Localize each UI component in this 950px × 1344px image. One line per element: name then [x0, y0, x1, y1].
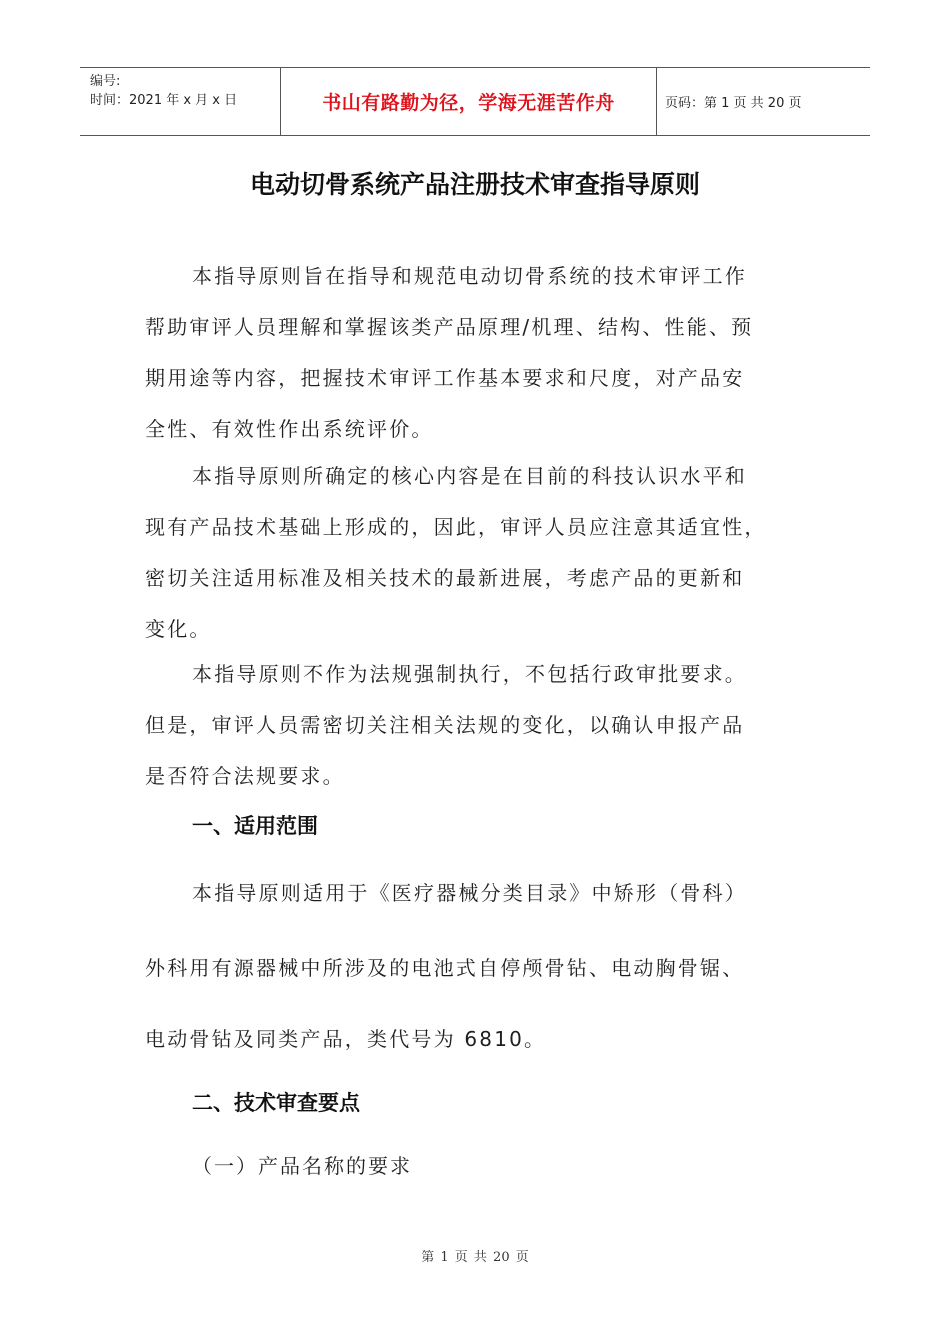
paragraph-line: 帮助审评人员理解和掌握该类产品原理/机理、结构、性能、预 [145, 315, 754, 339]
paragraph-line: 现有产品技术基础上形成的，因此，审评人员应注意其适宜性， [145, 515, 767, 539]
document-date: 时间：2021 年 x 月 x 日 [90, 93, 238, 108]
scope-line-3 [145, 1009, 825, 1069]
scope-line-1 [145, 863, 825, 923]
paragraph-line: 变化。 [145, 617, 212, 641]
paragraph-line: 本指导原则不作为法规强制执行，不包括行政审批要求。 [192, 662, 747, 686]
intro-paragraph-1 [145, 251, 825, 455]
header-page-info: 页码：第 1 页 共 20 页 [665, 96, 802, 111]
subsection-heading-product-name: （一）产品名称的要求 [192, 1154, 412, 1178]
intro-paragraph-2 [145, 451, 825, 655]
document-title: 电动切骨系统产品注册技术审查指导原则 [249, 170, 700, 199]
paragraph-line: 本指导原则旨在指导和规范电动切骨系统的技术审评工作 [192, 264, 747, 288]
section-heading-review-points: 二、技术审查要点 [192, 1091, 360, 1115]
paragraph-line: 但是，审评人员需密切关注相关法规的变化，以确认申报产品 [145, 713, 745, 737]
paragraph-line: 本指导原则适用于《医疗器械分类目录》中矫形（骨科） [192, 881, 747, 905]
paragraph-line: 密切关注适用标准及相关技术的最新进展，考虑产品的更新和 [145, 566, 745, 590]
page-footer: 第 1 页 共 20 页 [421, 1250, 529, 1265]
header-meta [80, 68, 280, 135]
header-slogan: 书山有路勤为径，学海无涯苦作舟 [280, 68, 657, 135]
paragraph-line: 外科用有源器械中所涉及的电池式自停颅骨钻、电动胸骨锯、 [145, 956, 745, 980]
scope-line-2 [145, 938, 825, 998]
section-heading-scope: 一、适用范围 [192, 814, 318, 838]
paragraph-line: 期用途等内容，把握技术审评工作基本要求和尺度，对产品安 [145, 366, 745, 390]
paragraph-line: 是否符合法规要求。 [145, 764, 345, 788]
paragraph-line: 全性、有效性作出系统评价。 [145, 417, 434, 441]
intro-paragraph-3 [145, 649, 825, 802]
paragraph-line: 本指导原则所确定的核心内容是在目前的科技认识水平和 [192, 464, 747, 488]
paragraph-line: 电动骨钻及同类产品，类代号为 6810。 [145, 1027, 547, 1051]
header-table [80, 67, 870, 136]
document-number-label: 编号: [90, 74, 121, 89]
